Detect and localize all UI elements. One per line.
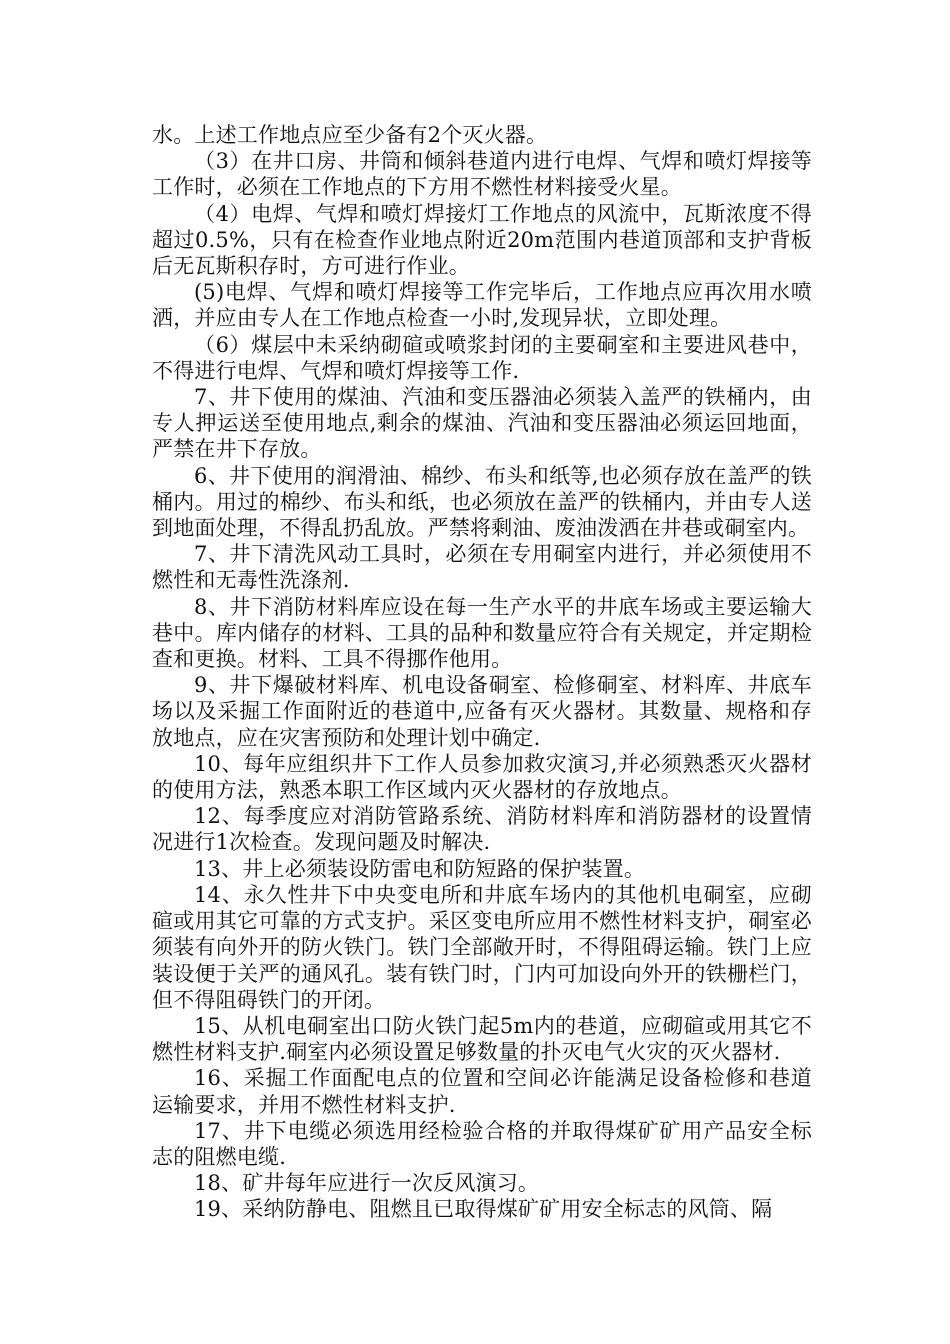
paragraph-rule-10: 10、每年应组织井下工作人员参加救灾演习,并必须熟悉灭火器材的使用方法，熟悉本职工作区域内灭火器材的存放地点。 — [152, 751, 812, 803]
paragraph-rule-9: 9、井下爆破材料库、机电设备硐室、检修硐室、材料库、井底车场以及采掘工作面附近的巷道中,应备有灭火器材。其数量、规格和存放地点，应在灾害预防和处理计划中确定. — [152, 673, 812, 750]
paragraph-rule-18: 18、矿井每年应进行一次反风演习。 — [194, 1171, 540, 1196]
document-body — [152, 122, 812, 1223]
paragraph-rule-14: 14、永久性井下中央变电所和井底车场内的其他机电硐室，应砌碹或用其它可靠的方式支护。采区变电所应用不燃性材料支护，硐室必须装有向外开的防火铁门。铁门全部敞开时，不得阻碍运输。铁门上应装设便于关严的通风孔。装有铁门时，门内可加设向外开的铁栅栏门，但不得阻碍铁门的开闭。 — [152, 882, 812, 1012]
paragraph-rule-12: 12、每季度应对消防管路系统、消防材料库和消防器材的设置情况进行1次检查。发现问题及时解决. — [152, 804, 812, 855]
paragraph-continuation: 水。上述工作地点应至少备有2个灭火器。 — [152, 123, 548, 147]
paragraph-item-5: (5)电焊、气焊和喷灯焊接等工作完毕后，工作地点应再次用水喷洒，并应由专人在工作地点检查一小时,发现异状，立即处理。 — [152, 280, 812, 331]
paragraph-item-4: （4）电焊、气焊和喷灯焊接灯工作地点的风流中，瓦斯浓度不得超过0.5%，只有在检查作业地点附近20m范围内巷道顶部和支护背板后无瓦斯积存时，方可进行作业。 — [152, 201, 812, 279]
paragraph-rule-7b: 7、井下清洗风动工具时，必须在专用硐室内进行，并必须使用不燃性和无毒性洗涤剂. — [152, 542, 812, 593]
paragraph-rule-19: 19、采纳防静电、阻燃且已取得煤矿矿用安全标志的风筒、隔 — [194, 1197, 773, 1222]
paragraph-rule-7a: 7、井下使用的煤油、汽油和变压器油必须装入盖严的铁桶内，由专人押运送至使用地点,剩余的煤油、汽油和变压器油必须运回地面，严禁在井下存放。 — [152, 385, 812, 462]
paragraph-rule-16: 16、采掘工作面配电点的位置和空间必许能满足设备检修和巷道运输要求，并用不燃性材料支护. — [152, 1066, 812, 1117]
paragraph-item-3: （3）在井口房、井筒和倾斜巷道内进行电焊、气焊和喷灯焊接等工作时，必须在工作地点的下方用不燃性材料接受火星。 — [152, 149, 812, 200]
paragraph-rule-15: 15、从机电硐室出口防火铁门起5m内的巷道，应砌碹或用其它不燃性材料支护.硐室内必须设置足够数量的扑灭电气火灾的灭火器材. — [152, 1013, 812, 1065]
paragraph-rule-17: 17、井下电缆必须选用经检验合格的并取得煤矿矿用产品安全标志的阻燃电缆. — [152, 1118, 812, 1169]
paragraph-item-6: （6）煤层中未采纳砌碹或喷浆封闭的主要硐室和主要进风巷中，不得进行电焊、气焊和喷灯焊接等工作. — [152, 332, 812, 383]
paragraph-rule-8: 8、井下消防材料库应设在每一生产水平的井底车场或主要运输大巷中。库内储存的材料、工具的品种和数量应符合有关规定，并定期检查和更换。材料、工具不得挪作他用。 — [152, 594, 812, 672]
paragraph-rule-6: 6、井下使用的润滑油、棉纱、布头和纸等,也必须存放在盖严的铁桶内。用过的棉纱、布头和纸，也必须放在盖严的铁桶内，并由专人送到地面处理，不得乱扔乱放。严禁将剩油、废油泼洒在井巷或硐室内。 — [152, 463, 812, 541]
paragraph-rule-13: 13、井上必须装设防雷电和防短路的保护装置。 — [194, 856, 646, 881]
